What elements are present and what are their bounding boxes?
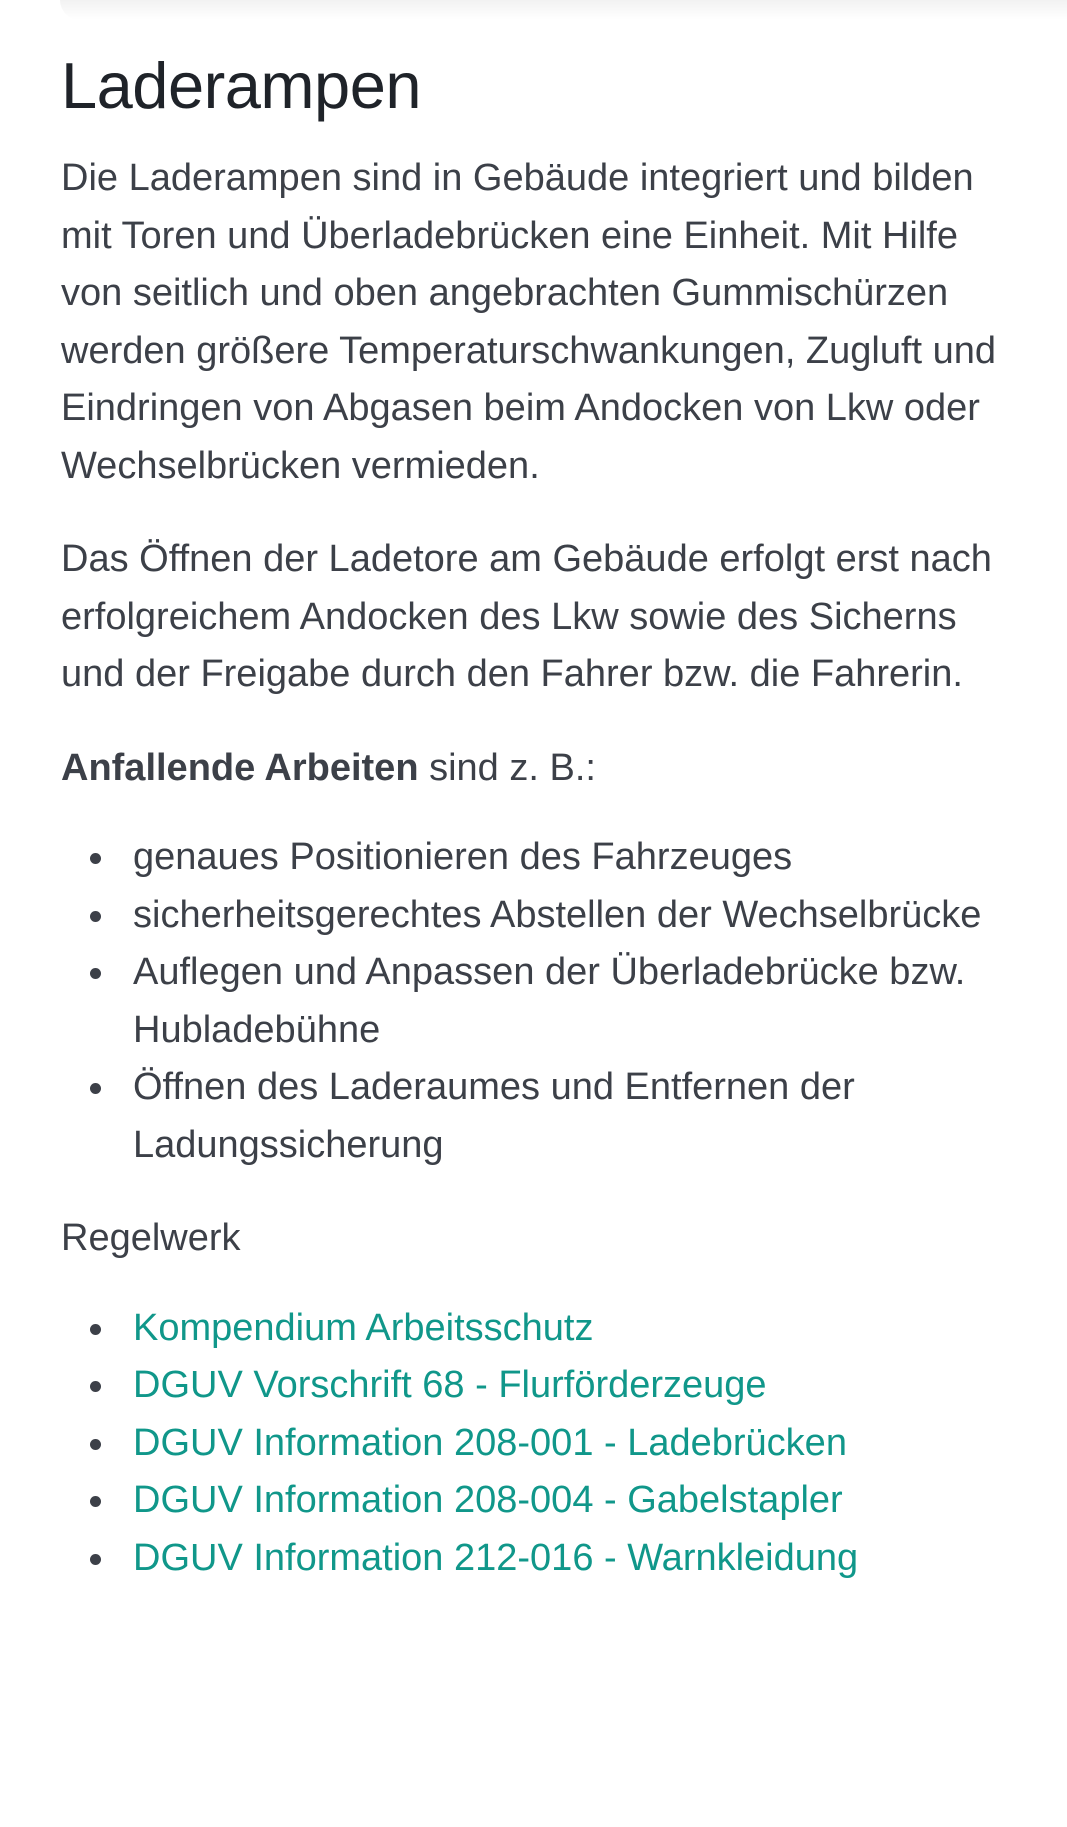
list-item — [133, 1059, 1011, 1174]
bullet-icon — [90, 1381, 101, 1392]
tasks-heading — [61, 740, 1011, 798]
regelwerk-heading: Regelwerk — [61, 1217, 241, 1259]
bullet-icon — [90, 968, 101, 979]
header-shadow — [60, 0, 1067, 20]
task-text: sicherheitsgerechtes Abstellen der Wechselbrücke — [133, 893, 982, 936]
regelwerk-links-list — [61, 1300, 1011, 1588]
tasks-heading-rest: sind z. B.: — [418, 746, 596, 789]
task-text: Öffnen des Laderaumes und Entfernen der Ladungssicherung — [133, 1066, 855, 1166]
bullet-icon — [90, 853, 101, 864]
list-item — [133, 1300, 1011, 1358]
bullet-icon — [90, 911, 101, 922]
link-dguv-vorschrift-68[interactable]: DGUV Vorschrift 68 - Flurförderzeuge — [133, 1364, 767, 1406]
docking-paragraph: Das Öffnen der Ladetore am Gebäude erfolgt erst nach erfolgreichem Andocken des Lkw sowie des Sicherns und der Freigabe durch den Fahrer bzw. die Fahrerin. — [61, 538, 992, 695]
task-text: Auflegen und Anpassen der Überladebrücke bzw. Hubladebühne — [133, 951, 966, 1051]
link-dguv-information-212-016[interactable]: DGUV Information 212-016 - Warnkleidung — [133, 1536, 859, 1579]
list-item — [133, 1530, 1011, 1588]
bullet-icon — [90, 1554, 101, 1565]
link-dguv-information-208-004[interactable]: DGUV Information 208-004 - Gabelstapler — [133, 1479, 843, 1521]
task-text: genaues Positionieren des Fahrzeuges — [133, 836, 793, 878]
tasks-heading-bold: Anfallende Arbeiten — [61, 746, 419, 789]
list-item — [133, 1357, 1011, 1415]
bullet-icon — [90, 1324, 101, 1335]
list-item — [133, 1415, 1011, 1473]
intro-paragraph: Die Laderampen sind in Gebäude integriert und bilden mit Toren und Überladebrücken eine Einheit. Mit Hilfe von seitlich und oben angebrachten Gummischürzen werden größere Temperaturschwankungen, Zugluft und Eindringen von Abgasen beim Andocken von Lkw oder Wechselbrücken vermieden. — [61, 157, 997, 487]
page-title: Laderampen — [61, 49, 421, 122]
list-item — [133, 944, 1011, 1059]
link-dguv-information-208-001[interactable]: DGUV Information 208-001 - Ladebrücken — [133, 1421, 847, 1464]
bullet-icon — [90, 1496, 101, 1507]
link-kompendium-arbeitsschutz[interactable]: Kompendium Arbeitsschutz — [133, 1306, 594, 1349]
bullet-icon — [90, 1083, 101, 1094]
list-item — [133, 829, 1011, 887]
article-content — [61, 46, 1011, 1623]
list-item — [133, 1472, 1011, 1530]
bullet-icon — [90, 1439, 101, 1450]
tasks-list — [61, 829, 1011, 1174]
list-item — [133, 887, 1011, 945]
